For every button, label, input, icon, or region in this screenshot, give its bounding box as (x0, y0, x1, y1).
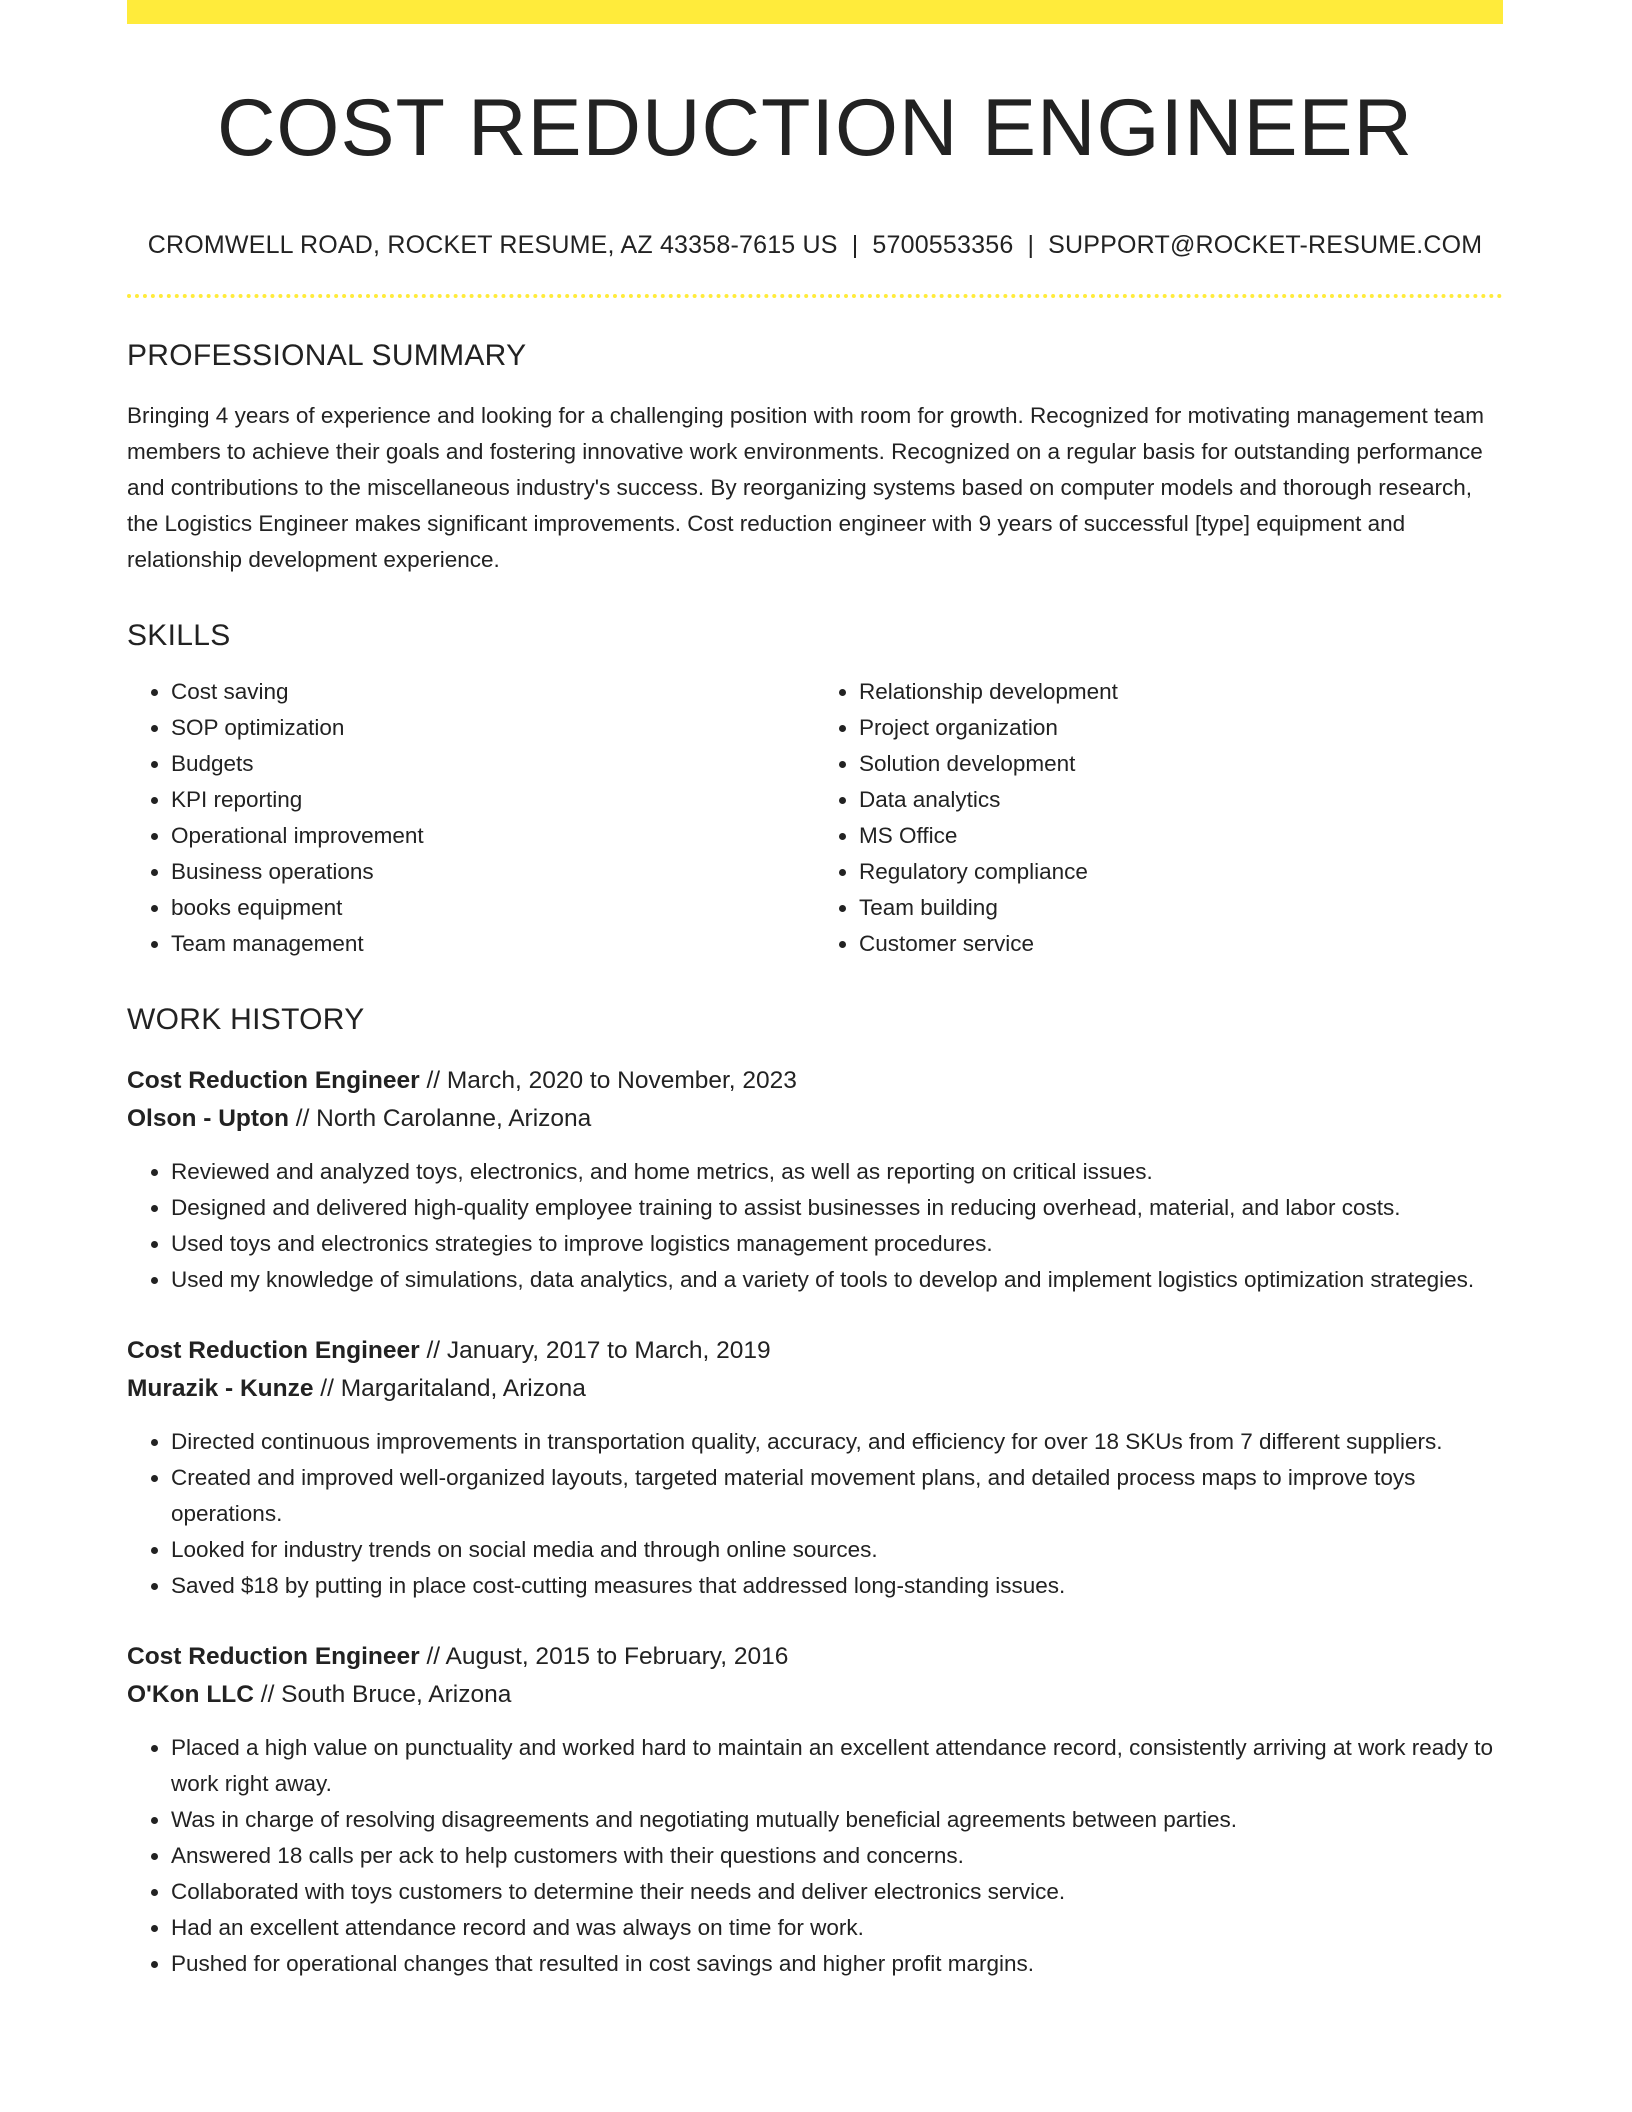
job-location: // North Carolanne, Arizona (288, 1105, 592, 1133)
job-title: Cost Reduction Engineer (127, 1067, 420, 1095)
skills-section (127, 618, 1503, 962)
skill-item: • Project organization (859, 710, 1503, 746)
accent-bar (127, 0, 1503, 24)
job-company: O'Kon LLC (127, 1681, 254, 1709)
contact-separator: | (1027, 231, 1035, 260)
job-bullets (127, 1730, 1503, 1982)
job-title: Cost Reduction Engineer (127, 1643, 420, 1671)
summary-section (127, 338, 1503, 578)
skill-item: • KPI reporting (171, 782, 815, 818)
job-company-line (127, 1370, 1503, 1408)
skill-item: • Relationship development (859, 674, 1503, 710)
summary-heading: PROFESSIONAL SUMMARY (127, 339, 527, 373)
skills-columns (127, 674, 1503, 962)
job-bullet: • Used my knowledge of simulations, data analytics, and a variety of tools to develop and implement logistics optimization strategies. (171, 1262, 1503, 1298)
dotted-divider (127, 294, 1503, 298)
summary-text: Bringing 4 years of experience and looking for a challenging position with room for growth. Recognized for motivating management team members to achieve their goals and fostering innovative work environments. Recognized on a regular basis for outstanding performance and contributions to the miscellaneous industry's success. By reorganizing systems based on computer models and thorough research, the Logistics Engineer makes significant improvements. Cost reduction engineer with 9 years of successful [type] equipment and relationship development experience. (127, 403, 1484, 573)
work-history-section (127, 1002, 1503, 1982)
job-dates: // January, 2017 to March, 2019 (419, 1337, 771, 1365)
job-title: Cost Reduction Engineer (127, 1337, 420, 1365)
job-bullets (127, 1154, 1503, 1298)
skills-right-list (815, 674, 1503, 962)
skill-item: • Team management (171, 926, 815, 962)
job-company-line (127, 1100, 1503, 1138)
contact-address: CROMWELL ROAD, ROCKET RESUME, AZ 43358-7615 US (147, 231, 838, 260)
job-bullet: • Collaborated with toys customers to determine their needs and deliver electronics service. (171, 1874, 1503, 1910)
skill-item: • Cost saving (171, 674, 815, 710)
job-entry (127, 1638, 1503, 1982)
job-bullet: • Pushed for operational changes that resulted in cost savings and higher profit margins. (171, 1946, 1503, 1982)
skill-item: • MS Office (859, 818, 1503, 854)
job-title-line (127, 1332, 1503, 1370)
job-company: Murazik - Kunze (127, 1375, 314, 1403)
job-entry (127, 1062, 1503, 1298)
job-location: // South Bruce, Arizona (253, 1681, 512, 1709)
job-title-line (127, 1638, 1503, 1676)
skill-item: • Budgets (171, 746, 815, 782)
contact-separator: | (851, 231, 859, 260)
job-bullet: • Saved $18 by putting in place cost-cutting measures that addressed long-standing issues. (171, 1568, 1503, 1604)
job-bullet: • Looked for industry trends on social media and through online sources. (171, 1532, 1503, 1568)
skills-heading: SKILLS (127, 619, 231, 653)
job-title-line (127, 1062, 1503, 1100)
skill-item: • Business operations (171, 854, 815, 890)
resume-page (127, 0, 1503, 1982)
job-location: // Margaritaland, Arizona (313, 1375, 586, 1403)
skill-item: • Regulatory compliance (859, 854, 1503, 890)
job-company: Olson - Upton (127, 1105, 289, 1133)
job-dates: // March, 2020 to November, 2023 (419, 1067, 797, 1095)
job-dates: // August, 2015 to February, 2016 (419, 1643, 789, 1671)
skill-item: • books equipment (171, 890, 815, 926)
skills-left-list (127, 674, 815, 962)
job-bullet: • Created and improved well-organized layouts, targeted material movement plans, and detailed process maps to improve toys operations. (171, 1460, 1503, 1532)
skill-item: • Data analytics (859, 782, 1503, 818)
contact-email: SUPPORT@ROCKET-RESUME.COM (1048, 231, 1483, 260)
skill-item: • Team building (859, 890, 1503, 926)
job-bullet: • Directed continuous improvements in transportation quality, accuracy, and efficiency for over 18 SKUs from 7 different suppliers. (171, 1424, 1503, 1460)
contact-phone: 5700553356 (872, 231, 1014, 260)
job-bullet: • Answered 18 calls per ack to help customers with their questions and concerns. (171, 1838, 1503, 1874)
job-entry (127, 1332, 1503, 1604)
skill-item: • Operational improvement (171, 818, 815, 854)
skill-item: • Customer service (859, 926, 1503, 962)
job-bullet: • Used toys and electronics strategies to improve logistics management procedures. (171, 1226, 1503, 1262)
job-bullet: • Had an excellent attendance record and was always on time for work. (171, 1910, 1503, 1946)
job-company-line (127, 1676, 1503, 1714)
contact-line (127, 231, 1503, 260)
skill-item: • Solution development (859, 746, 1503, 782)
skill-item: • SOP optimization (171, 710, 815, 746)
job-bullet: • Was in charge of resolving disagreements and negotiating mutually beneficial agreements between parties. (171, 1802, 1503, 1838)
work-history-heading: WORK HISTORY (127, 1003, 365, 1037)
job-bullet: • Placed a high value on punctuality and worked hard to maintain an excellent attendance record, consistently arriving at work ready to work right away. (171, 1730, 1503, 1802)
job-bullet: • Designed and delivered high-quality employee training to assist businesses in reducing overhead, material, and labor costs. (171, 1190, 1503, 1226)
job-bullet: • Reviewed and analyzed toys, electronics, and home metrics, as well as reporting on critical issues. (171, 1154, 1503, 1190)
resume-title: COST REDUCTION ENGINEER (216, 83, 1414, 173)
job-bullets (127, 1424, 1503, 1604)
